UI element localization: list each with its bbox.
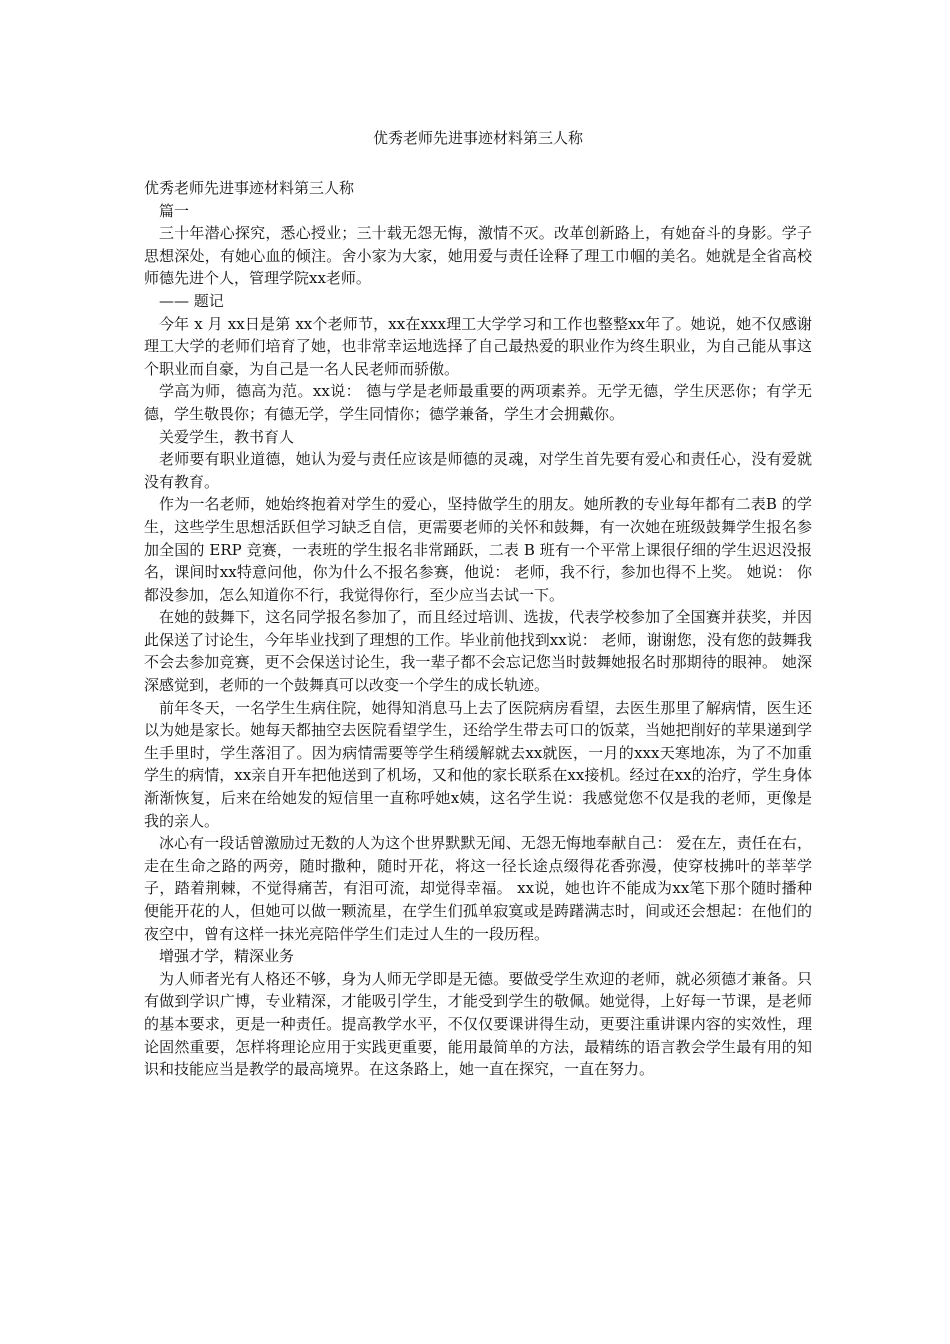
document-subtitle: 优秀老师先进事迹材料第三人称: [144, 179, 355, 197]
epigraph-label: —— 题记: [159, 291, 224, 310]
section-heading-part-one: 篇一: [159, 201, 190, 220]
paragraph-erp-competition: 作为一名老师，她始终抱着对学生的爱心，坚持做学生的朋友。她所教的专业每年都有二表B 的学生，这些学生思想活跃但学习缺乏自信，更需要老师的关怀和鼓舞，有一次她在班级鼓舞学生报名参加全国的 ERP 竞赛，一表班的学生报名非常踊跃，二表 B 班有一个平常上课很仔细的学生迟迟没报名，课间时xx特意问他，你为什么不报名参赛，他说： 老师，我不行，参加也得不上奖。 她说： 你都没参加，怎么知道你不行，我觉得你行，至少应当去试一下。: [144, 495, 812, 604]
section-heading-care-students: 关爱学生，教书育人: [159, 427, 295, 446]
paragraph-teaching-quality: 为人师者光有人格还不够，身为人师无学即是无德。要做受学生欢迎的老师，就必须德才兼备。只有做到学识广博，专业精深，才能吸引学生，才能受到学生的敬佩。她觉得，上好每一节课，是老师的基本要求，更是一种责任。提高教学水平，不仅仅要课讲得生动，更要注重讲课内容的实效性，理论固然重要，怎样将理论应用于实践更重要，能用最简单的方法，最精练的语言教会学生最有用的知识和技能应当是教学的最高境界。在这条路上，她一直在探究，一直在努力。: [144, 969, 812, 1079]
paragraph-sick-student: 前年冬天，一名学生生病住院，她得知消息马上去了医院病房看望，去医生那里了解病情，医生还以为她是家长。她每天都抽空去医院看望学生，还给学生带去可口的饭菜，当她把削好的苹果递到学生手里时，学生落泪了。因为病情需要等学生稍缓解就去xx就医，一月的xxx天寒地冻，为了不加重学生的病情，xx亲自开车把他送到了机场，又和他的家长联系在xx接机。经过在xx的治疗，学生身体渐渐恢复，后来在给她发的短信里一直称呼她x姨，这名学生说：我感觉您不仅是我的老师，更像是我的亲人。: [144, 698, 812, 830]
paragraph-intro: 三十年潜心探究，悉心授业；三十载无怨无悔，激情不灭。改革创新路上，有她奋斗的身影。学子思想深处，有她心血的倾注。舍小家为大家，她用爱与责任诠释了理工巾帼的美名。她就是全省高校师德先进个人，管理学院xx老师。: [144, 224, 812, 288]
paragraph-professional-ethics: 老师要有职业道德，她认为爱与责任应该是师德的灵魂，对学生首先要有爱心和责任心，没有爱就没有教育。: [144, 450, 812, 491]
paragraph-teachers-day: 今年 x 月 xx日是第 xx个老师节，xx在xxx理工大学学习和工作也整整xx年了。她说，她不仅感谢理工大学的老师们培育了她，也非常幸运地选择了自己最热爱的职业作为终生职业，为自己能从事这个职业而自豪，为自己是一名人民老师而骄傲。: [144, 314, 812, 378]
section-heading-expertise: 增强才学，精深业务: [159, 947, 295, 966]
paragraph-virtue-learning: 学高为师，德高为范。xx说： 德与学是老师最重要的两项素养。无学无德，学生厌恶你；有学无德，学生敬畏你；有德无学，学生同情你；德学兼备，学生才会拥戴你。: [144, 382, 812, 423]
document-title: 优秀老师先进事迹材料第三人称: [372, 129, 583, 147]
document-body: [144, 177, 812, 1081]
paragraph-encouragement: 在她的鼓舞下，这名同学报名参加了，而且经过培训、选拔，代表学校参加了全国赛并获奖，并因此保送了讨论生，今年毕业找到了理想的工作。毕业前他找到xx说： 老师，谢谢您，没有您的鼓舞我不会去参加竞赛，更不会保送讨论生，我一辈子都不会忘记您当时鼓舞她报名时那期待的眼神。 她深深感觉到，老师的一个鼓舞真可以改变一个学生的成长轨迹。: [144, 608, 812, 695]
document-page: [144, 0, 812, 1344]
paragraph-bing-xin-quote: 冰心有一段话曾激励过无数的人为这个世界默默无闻、无怨无悔地奉献自己： 爱在左，责任在右，走在生命之路的两旁，随时撒种，随时开花，将这一径长途点缀得花香弥漫，使穿枝拂叶的莘莘学子，踏着荆棘，不觉得痛苦，有泪可流，却觉得幸福。 xx说，她也许不能成为xx笔下那个随时播种便能开花的人，但她可以做一颗流星，在学生们孤单寂寞或是踌躇满志时，间或还会想起：在他们的夜空中，曾有这样一抹光亮陪伴学生们走过人生的一段历程。: [144, 834, 812, 943]
